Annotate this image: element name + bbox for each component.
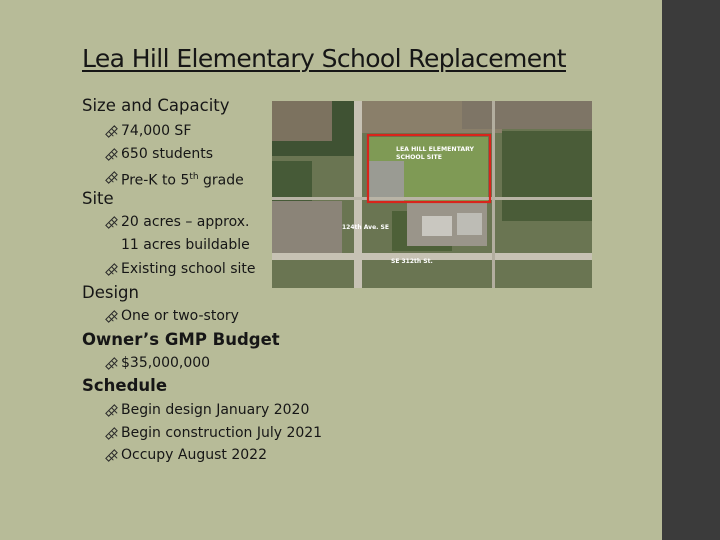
map-site-label-2: SCHOOL SITE <box>396 154 442 161</box>
bullet-item <box>102 402 309 422</box>
bullet-item <box>102 261 256 281</box>
grade-superscript: th <box>189 172 199 182</box>
heading-size-capacity: Size and Capacity <box>82 96 230 115</box>
bullet-text: 650 students <box>121 146 213 162</box>
site-acres-line1: 20 acres – approx. <box>121 214 250 230</box>
bullet-icon <box>102 426 121 441</box>
right-sidebar-bar <box>662 0 720 540</box>
bullet-text <box>121 211 250 257</box>
aerial-site-map <box>272 101 592 288</box>
bullet-text <box>121 166 244 193</box>
bullet-text: One or two-story <box>121 308 239 324</box>
map-street-label-ave: 124th Ave. SE <box>342 224 389 231</box>
bullet-text: Begin design January 2020 <box>121 402 310 418</box>
bullet-icon <box>102 215 121 230</box>
bullet-item <box>102 355 210 375</box>
bullet-icon <box>102 356 121 371</box>
bullet-text: 74,000 SF <box>121 123 192 139</box>
map-street-label-st: SE 312th St. <box>391 258 433 265</box>
heading-schedule: Schedule <box>82 376 168 395</box>
grade-pre: Pre-K to 5 <box>121 172 190 189</box>
bullet-item <box>102 169 244 193</box>
bullet-icon <box>102 124 121 139</box>
bullet-icon <box>102 403 121 418</box>
bullet-item <box>102 425 322 445</box>
bullet-item <box>102 146 213 166</box>
grade-post: grade <box>198 172 244 189</box>
map-site-label-1: LEA HILL ELEMENTARY <box>396 146 475 153</box>
bullet-icon <box>102 147 121 162</box>
bullet-text: Existing school site <box>121 261 256 277</box>
bullet-item <box>102 123 191 143</box>
site-acres-line2: 11 acres buildable <box>121 237 250 253</box>
bullet-icon <box>102 262 121 277</box>
heading-design: Design <box>82 283 139 302</box>
bullet-icon <box>102 309 121 324</box>
slide-title: Lea Hill Elementary School Replacement <box>82 44 566 73</box>
heading-site: Site <box>82 189 114 208</box>
bullet-item <box>102 447 267 467</box>
bullet-text: Occupy August 2022 <box>121 447 267 463</box>
bullet-icon <box>102 448 121 463</box>
bullet-item <box>102 214 250 257</box>
heading-budget: Owner’s GMP Budget <box>82 330 280 349</box>
bullet-text: Begin construction July 2021 <box>121 425 323 441</box>
bullet-icon <box>102 170 121 185</box>
bullet-item <box>102 308 239 328</box>
bullet-text: $35,000,000 <box>121 355 211 371</box>
